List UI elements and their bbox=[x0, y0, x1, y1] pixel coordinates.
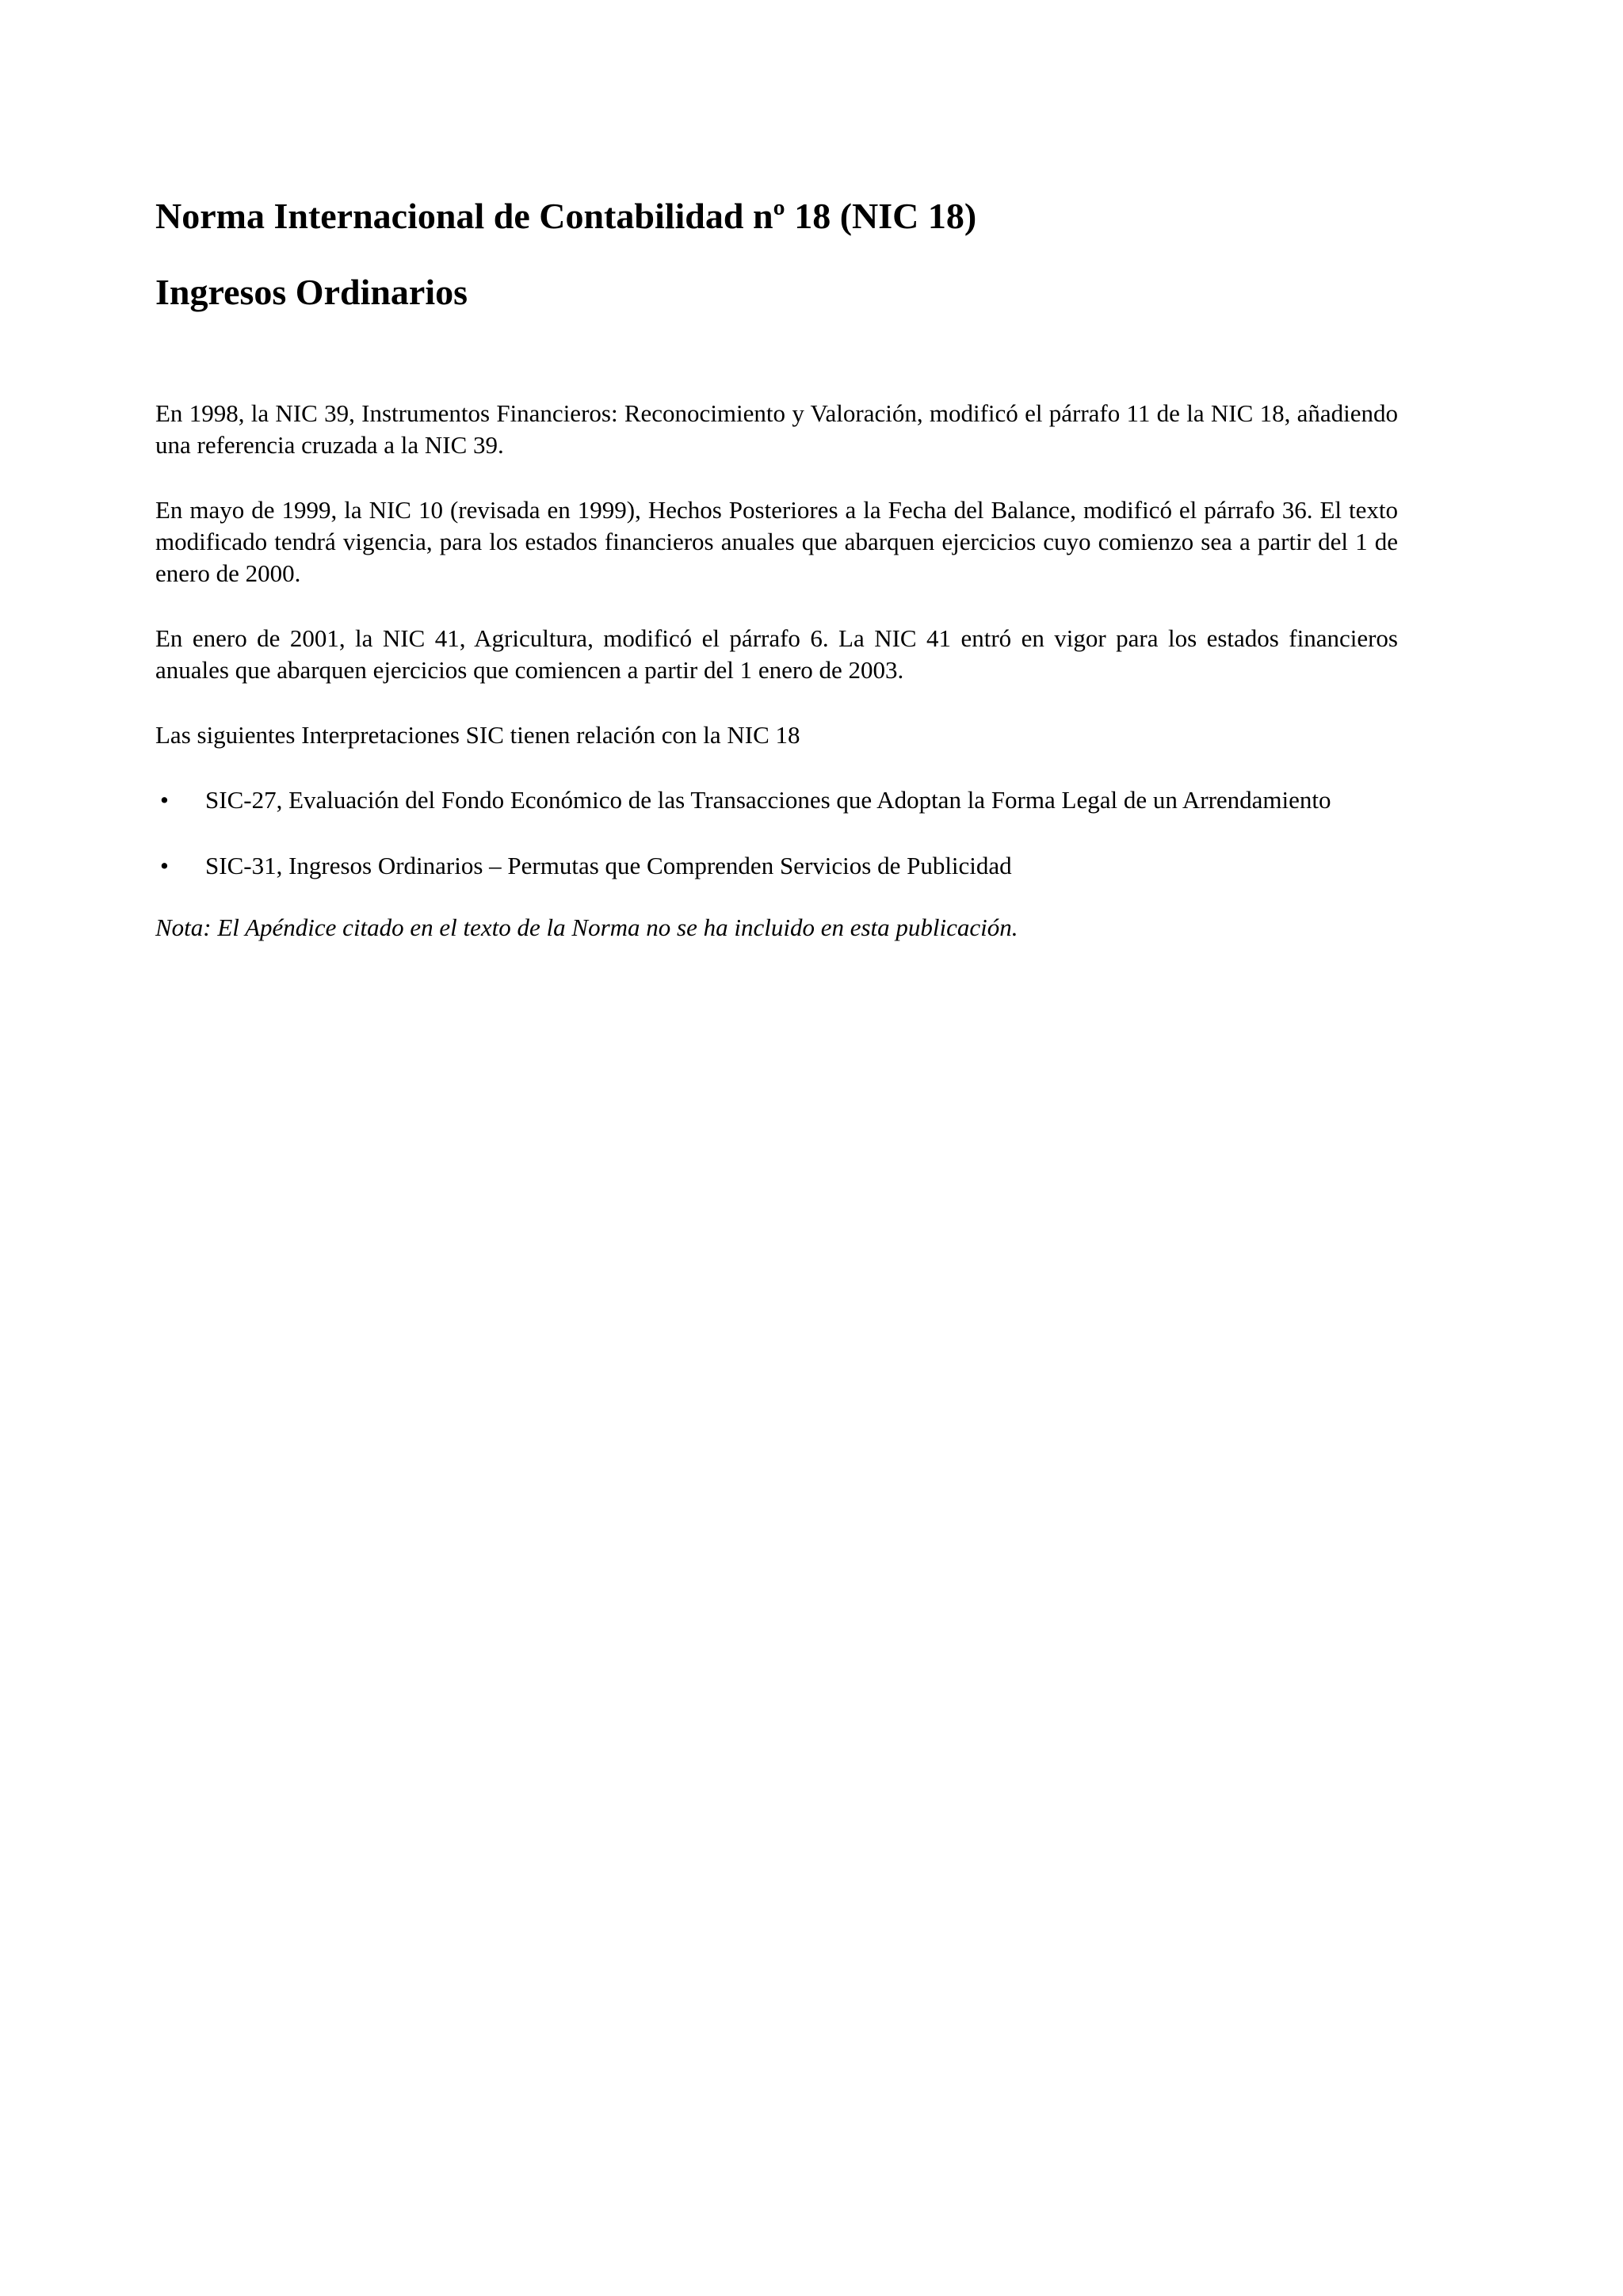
list-item bbox=[155, 784, 1398, 816]
paragraph-nic10-amendment: En mayo de 1999, la NIC 10 (revisada en 1999), Hechos Posteriores a la Fecha del Balance, modificó el párrafo 36. El texto modificado tendrá vigencia, para los estados financieros anuales que abarquen ejercicios cuyo comienzo sea a partir del 1 de enero de 2000. bbox=[155, 496, 1398, 587]
list-item bbox=[155, 850, 1398, 882]
bullet-icon: • bbox=[160, 786, 169, 814]
publication-note: Nota: El Apéndice citado en el texto de la Norma no se ha incluido en esta publicación. bbox=[155, 913, 1018, 941]
document-subtitle: Ingresos Ordinarios bbox=[155, 272, 468, 312]
paragraph-nic39-amendment: En 1998, la NIC 39, Instrumentos Financieros: Reconocimiento y Valoración, modificó el párrafo 11 de la NIC 18, añadiendo una referencia cruzada a la NIC 39. bbox=[155, 399, 1398, 459]
document-content bbox=[155, 193, 1398, 944]
list-item-text: SIC-31, Ingresos Ordinarios – Permutas que Comprenden Servicios de Publicidad bbox=[205, 852, 1012, 879]
paragraph-nic41-amendment: En enero de 2001, la NIC 41, Agricultura, modificó el párrafo 6. La NIC 41 entró en vigor para los estados financieros anuales que abarquen ejercicios que comiencen a partir del 1 enero de 2003. bbox=[155, 624, 1398, 684]
document-title: Norma Internacional de Contabilidad nº 18 (NIC 18) bbox=[155, 196, 977, 236]
sic-interpretations-list bbox=[155, 784, 1398, 882]
bullet-icon: • bbox=[160, 852, 169, 879]
list-item-text: SIC-27, Evaluación del Fondo Económico de las Transacciones que Adoptan la Forma Legal de un Arrendamiento bbox=[205, 786, 1331, 814]
paragraph-sic-intro: Las siguientes Interpretaciones SIC tienen relación con la NIC 18 bbox=[155, 721, 800, 749]
